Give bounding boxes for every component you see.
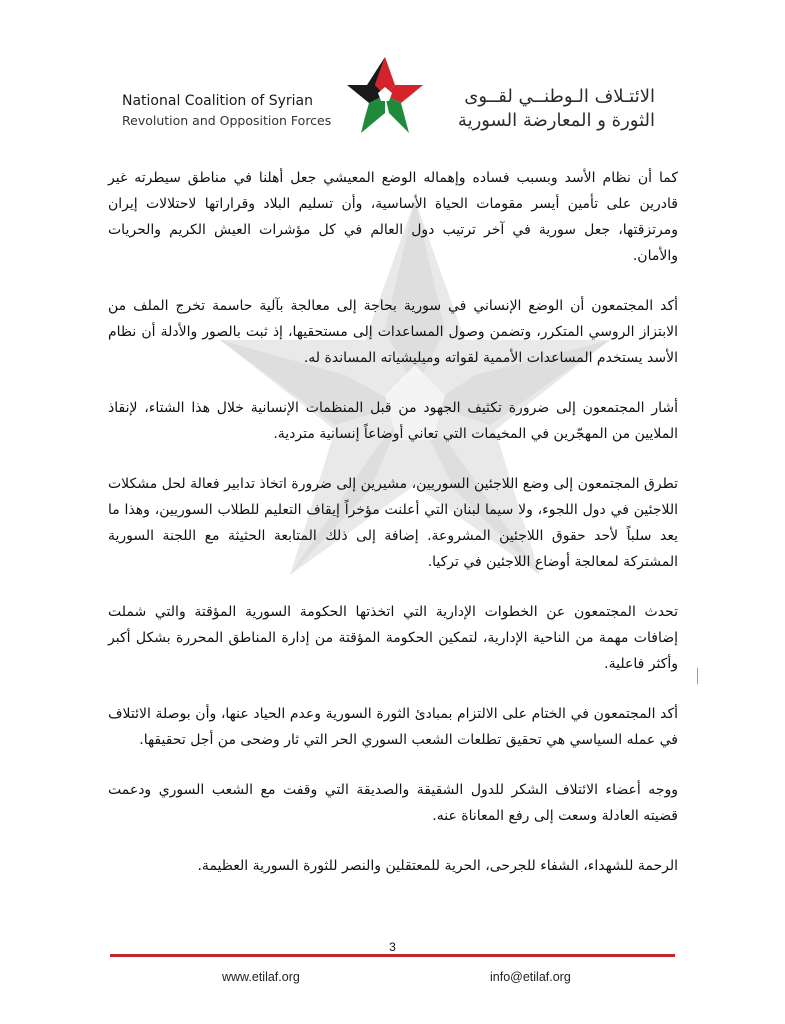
paragraph-interim-government: تحدث المجتمعون عن الخطوات الإدارية التي اتخذتها الحكومة السورية المؤقتة والتي شملت إضافات مهمة من الناحية الإدارية، لتمكين الحكومة المؤقتة من إدارة المناطق المحررة بشكل أكبر وأكثر فاعلية.: [108, 604, 678, 672]
footer-email-link[interactable]: info@etilaf.org: [490, 970, 571, 984]
paragraph-closing: الرحمة للشهداء، الشفاء للجرحى، الحرية للمعتقلين والنصر للثورة السورية العظيمة.: [197, 858, 678, 874]
org-name-en-line1: National Coalition of Syrian: [122, 93, 313, 109]
org-name-ar-line2: الثورة و المعارضة السورية: [457, 110, 655, 131]
margin-mark: [697, 668, 698, 684]
paragraph-humanitarian-aid: أكد المجتمعون أن الوضع الإنساني في سورية بحاجة إلى معالجة بآلية حاسمة تخرج الملف من الابتزاز الروسي المتكرر، وتضمن وصول المساعدات إلى مستحقيها، إذ ثبت بالصور والأدلة أن نظام الأسد يستخدم المساعدات الأممية لقواته وميليشياته المساندة له.: [108, 298, 678, 366]
org-name-arabic: [458, 85, 655, 133]
org-name-english: [122, 91, 331, 131]
org-name-ar-line1: الائتـلاف الـوطنــي لقــوى: [464, 86, 655, 107]
footer-website-link[interactable]: www.etilaf.org: [222, 970, 300, 984]
coalition-star-logo-icon: [345, 55, 425, 137]
paragraph-thanks: ووجه أعضاء الائتلاف الشكر للدول الشقيقة والصديقة التي وقفت مع الشعب السوري ودعمت قضيته العادلة وسعت إلى رفع المعاناة عنه.: [108, 782, 678, 824]
paragraph-winter-relief: أشار المجتمعون إلى ضرورة تكثيف الجهود من قبل المنظمات الإنسانية خلال هذا الشتاء، لإنقاذ الملايين من المهجّرين في المخيمات التي تعاني أوضاعاً إنسانية متردية.: [108, 400, 678, 442]
page-number: 3: [389, 940, 396, 954]
paragraph-refugees: تطرق المجتمعون إلى وضع اللاجئين السوريين، مشيرين إلى ضرورة اتخاذ تدابير فعالة لحل مشكلات اللاجئين في دول اللجوء، ولا سيما لبنان التي أعلنت مؤخراً إيقاف التعليم للطلاب السوريين، وهذا ما يعد سلباً لأحد حقوق اللاجئين المشروعة. إضافة إلى ذلك المتابعة الحثيثة مع اللجنة السورية المشتركة لمعالجة أوضاع اللاجئين في تركيا.: [108, 476, 678, 570]
footer-divider: [110, 954, 675, 957]
org-name-en-line2: Revolution and Opposition Forces: [122, 113, 332, 128]
letterhead: [0, 55, 785, 145]
statement-body: [108, 165, 678, 903]
paragraph-revolution-principles: أكد المجتمعون في الختام على الالتزام بمبادئ الثورة السورية وعدم الحياد عنها، وأن بوصلة الائتلاف في عمله السياسي هي تحقيق تطلعات الشعب السوري الحر التي ثار وضحى من أجل تحقيقها.: [108, 706, 678, 748]
paragraph-living-conditions: كما أن نظام الأسد وبسبب فساده وإهماله الوضع المعيشي جعل أهلنا في مناطق سيطرته غير قادرين على تأمين أيسر مقومات الحياة الأساسية، وأن تسليم البلاد وقراراتها لاحتلالات إيران ومرتزقتها، جعل سورية في آخر ترتيب دول العالم في كل مؤشرات العيش الكريم والحريات والأمان.: [108, 170, 678, 264]
